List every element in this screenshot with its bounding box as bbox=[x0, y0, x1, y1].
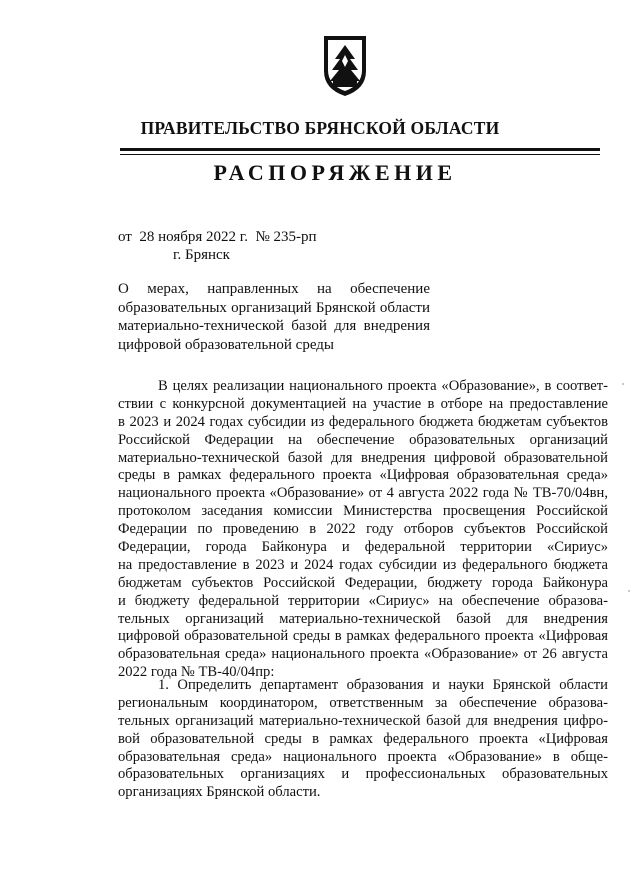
body-text-line: в 2023 и 2024 годах субсидии из федерального бюджета бюджетам субъектов bbox=[118, 413, 608, 430]
body-text-line: цифровой образовательной среды в рамках федерального проекта «Цифровая bbox=[118, 628, 608, 645]
body-text-line: региональным координатором, ответственным за обеспечение образова- bbox=[118, 694, 608, 711]
subject-heading: О мерах, направленных на обеспечение образовательных организаций Брянской области материально-технической базой для внедрения цифровой образовательной среды bbox=[118, 281, 430, 353]
body-text-line: 1. Определить департамент образования и науки Брянской области bbox=[158, 677, 608, 693]
body-text-line: и бюджету федеральной территории «Сириус» на обеспечение образова- bbox=[118, 592, 608, 609]
header-rule-thin bbox=[120, 154, 600, 155]
body-text-line: образовательная среда» национального проекта «Образование» от 26 августа bbox=[118, 646, 608, 663]
body-text-line: 2022 года № ТВ-40/04пр: bbox=[118, 664, 275, 681]
body-text-line: протоколом заседания комиссии Министерства просвещения Российской bbox=[118, 503, 608, 520]
clause-1-paragraph bbox=[118, 677, 608, 802]
body-text-line: тельных организаций материально-технической базой для внедрения bbox=[118, 610, 608, 627]
date-number-line: от 28 ноября 2022 г. № 235-рп bbox=[118, 229, 317, 245]
body-text-line: тельных организаций материально-технической базой для внедрения цифро- bbox=[118, 712, 608, 729]
body-text-line: образовательных организациях и профессиональных образовательных bbox=[118, 766, 608, 783]
city-line: г. Брянск bbox=[173, 247, 230, 263]
body-text-line: образовательная среда» национального проекта «Образование» в обще- bbox=[118, 748, 608, 765]
body-text-line: на предоставление в 2023 и 2024 годах субсидии из федерального бюджета bbox=[118, 556, 608, 573]
body-text-line: среды в рамках федерального проекта «Цифровая образовательная среда» bbox=[118, 467, 608, 484]
body-text-line: Российской Федерации на обеспечение образовательных организаций bbox=[118, 431, 608, 448]
body-text-line: организациях Брянской области. bbox=[118, 784, 321, 801]
body-text-line: вой образовательной среды в рамках федерального проекта «Цифровая bbox=[118, 730, 608, 747]
header-rule-thick bbox=[120, 148, 600, 151]
body-text-line: Федерации, города Байконура и федеральной территории «Сириус» bbox=[118, 539, 608, 556]
body-text-line: В целях реализации национального проекта «Образование», в соответ- bbox=[158, 378, 608, 394]
coat-of-arms-icon bbox=[321, 33, 369, 99]
body-text-line: национального проекта «Образование» от 4 августа 2022 года № ТВ-70/04вн, bbox=[118, 485, 608, 502]
preamble-paragraph bbox=[118, 378, 608, 682]
body-text-line: бюджетам субъектов Российской Федерации, бюджету города Байконура bbox=[118, 574, 608, 591]
body-text-line: Федерации по проведению в 2022 году отборов субъектов Российской bbox=[118, 521, 608, 538]
document-type-heading: РАСПОРЯЖЕНИЕ bbox=[213, 160, 457, 185]
scan-speck bbox=[622, 383, 624, 385]
scan-speck bbox=[628, 590, 630, 592]
body-text-line: ствии с конкурсной документацией на участие в отборе на предоставление bbox=[118, 395, 608, 412]
body-text-line: материально-технической базой для внедрения цифровой образовательной bbox=[118, 449, 608, 466]
government-title: ПРАВИТЕЛЬСТВО БРЯНСКОЙ ОБЛАСТИ bbox=[140, 118, 500, 138]
